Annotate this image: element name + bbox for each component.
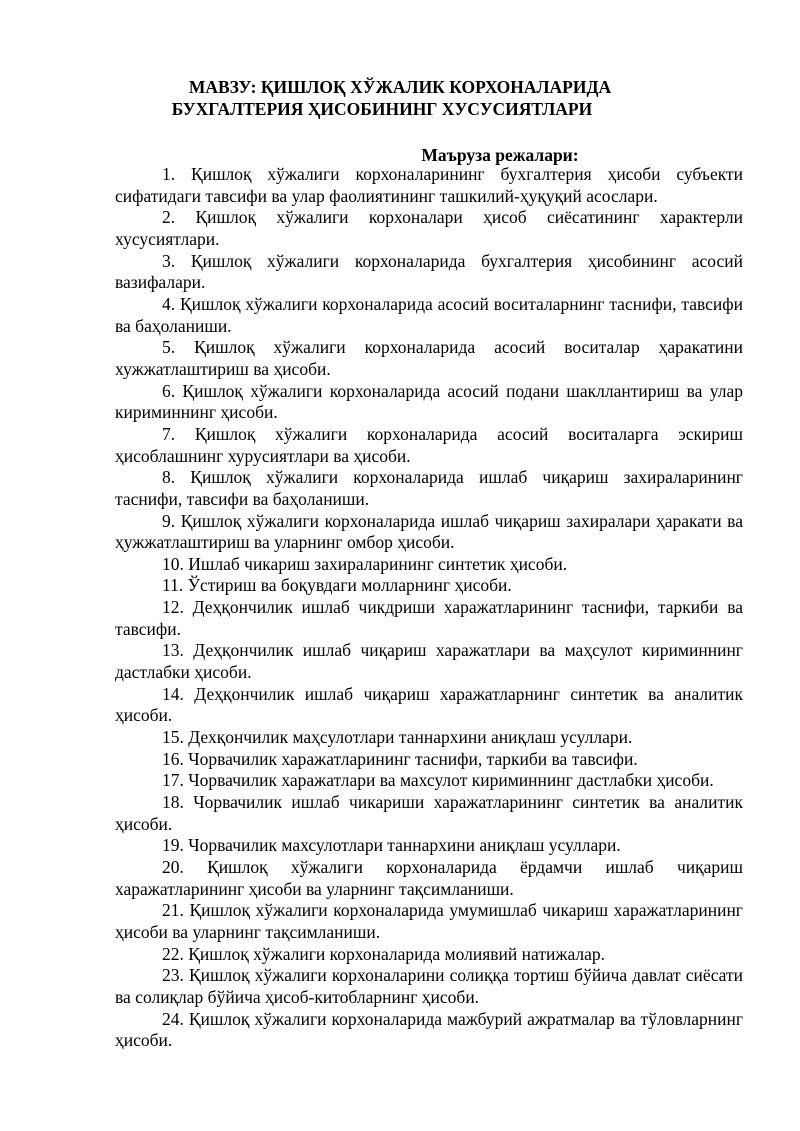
plan-item: 13. Деҳқончилик ишлаб чиқариш харажатлари ва маҳсулот кириминнинг дастлабки ҳисоби. bbox=[115, 640, 743, 683]
plan-item: 22. Қишлоқ хўжалиги корхоналарида молиявий натижалар. bbox=[162, 943, 605, 964]
title-line-2: БУХГАЛТЕРИЯ ҲИСОБИНИНГ ХУСУСИЯТЛАРИ bbox=[171, 99, 593, 119]
plan-item: 11. Ўстириш ва боқувдаги молларнинг ҳисоби. bbox=[162, 575, 512, 596]
plan-item: 9. Қишлоқ хўжалиги корхоналарида ишлаб чиқариш захиралари ҳаракати ва ҳужжатлаштириш ва уларнинг омбор ҳисоби. bbox=[115, 510, 743, 553]
plan-item: 10. Ишлаб чикариш захираларининг синтетик ҳисоби. bbox=[162, 553, 568, 574]
plan-item: 18. Чорвачилик ишлаб чикариши харажатларининг синтетик ва аналитик ҳисоби. bbox=[115, 792, 743, 834]
plan-item: 23. Қишлоқ хўжалиги корхоналарини солиққа тортиш бўйича давлат сиёсати ва солиқлар бўйича ҳисоб-китобларнинг ҳисоби. bbox=[115, 965, 743, 1007]
plan-item: 7. Қишлоқ хўжалиги корхоналарида асосий воситаларга эскириш ҳисоблашнинг хурусиятлари ва ҳисоби. bbox=[115, 423, 743, 466]
title-line-1: МАВЗУ: ҚИШЛОҚ ХЎЖАЛИК КОРХОНАЛАРИДА bbox=[188, 77, 612, 97]
plan-item: 1. Қишлоқ хўжалиги корхоналарининг бухгалтерия ҳисоби субъекти сифатидаги тавсифи ва улар фаолиятининг ташкилий-ҳуқуқий асослари. bbox=[115, 164, 743, 206]
plan-item: 12. Деҳқончилик ишлаб чикдриши харажатларининг таснифи, таркиби ва тавсифи. bbox=[115, 597, 743, 639]
plan-item: 8. Қишлоқ хўжалиги корхоналарида ишлаб чиқариш захираларининг таснифи, тавсифи ва баҳоланиши. bbox=[115, 467, 743, 509]
plan-item: 17. Чорвачилик харажатлари ва махсулот кириминнинг дастлабки ҳисоби. bbox=[162, 770, 714, 791]
plan-item: 19. Чорвачилик махсулотлари таннархини аниқлаш усуллари. bbox=[162, 835, 621, 856]
plan-item: 4. Қишлоқ хўжалиги корхоналарида асосий воситаларнинг таснифи, тавсифи ва баҳоланиши. bbox=[115, 293, 743, 336]
plan-item: 24. Қишлоқ хўжалиги корхоналарида мажбурий ажратмалар ва тўловларнинг ҳисоби. bbox=[115, 1008, 743, 1051]
plan-item: 5. Қишлоқ хўжалиги корхоналарида асосий воситалар ҳаракатини хужжатлаштириш ва ҳисоби. bbox=[115, 337, 743, 379]
plan-item: 3. Қишлоқ хўжалиги корхоналарида бухгалтерия ҳисобининг асосий вазифалари. bbox=[115, 250, 743, 293]
plan-item: 14. Деҳқончилик ишлаб чиқариш харажатларнинг синтетик ва аналитик ҳисоби. bbox=[115, 683, 743, 726]
plan-item: 15. Дехқончилик маҳсулотлари таннархини аниқлаш усуллари. bbox=[162, 727, 633, 748]
lecture-plan-heading: Маъруза режалари: bbox=[421, 145, 579, 165]
plan-item: 20. Қишлоқ хўжалиги корхоналарида ёрдамчи ишлаб чиқариш харажатларининг ҳисоби ва уларнинг тақсимланиши. bbox=[115, 857, 743, 899]
lecture-plan-list bbox=[115, 164, 743, 1052]
plan-item: 6. Қишлоқ хўжалиги корхоналарида асосий подани шакллантириш ва улар кириминнинг ҳисоби. bbox=[115, 380, 743, 423]
plan-item: 2. Қишлоқ хўжалиги корхоналари ҳисоб сиёсатининг характерли хусусиятлари. bbox=[115, 207, 743, 249]
plan-item: 21. Қишлоқ хўжалиги корхоналарида умумишлаб чикариш харажатларининг ҳисоби ва уларнинг тақсимланиши. bbox=[115, 900, 743, 942]
plan-item: 16. Чорвачилик харажатларининг таснифи, таркиби ва тавсифи. bbox=[162, 748, 638, 769]
page-title bbox=[0, 76, 800, 120]
